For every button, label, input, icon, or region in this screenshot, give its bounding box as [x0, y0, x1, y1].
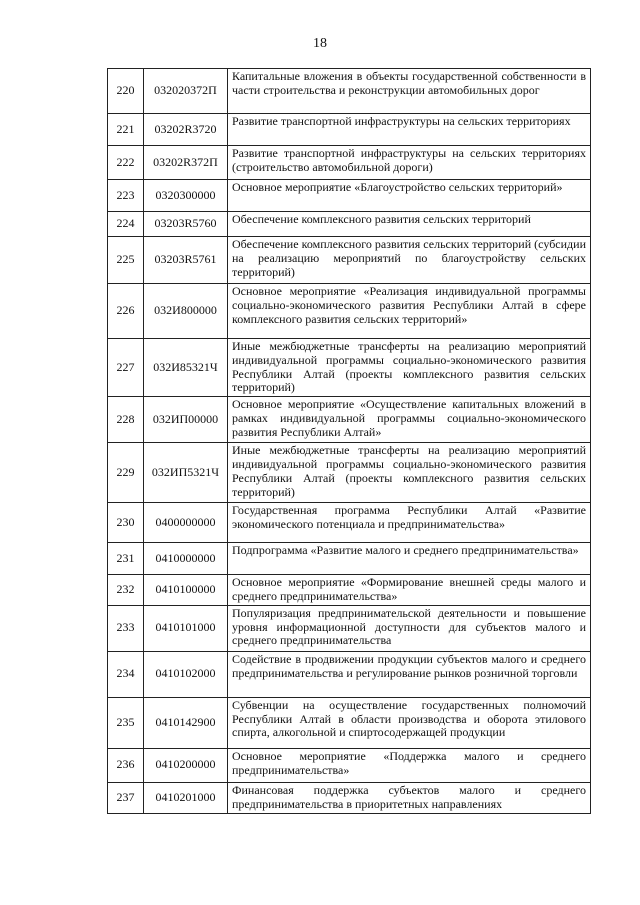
row-description: Содействие в продвижении продукции субъектов малого и среднего предпринимательства и регулирование рынков розничной торговли [228, 651, 591, 697]
row-code: 03203R5761 [144, 237, 228, 284]
table-row [108, 782, 591, 813]
row-code: 0410201000 [144, 782, 228, 813]
row-number: 228 [108, 397, 144, 443]
row-description: Подпрограмма «Развитие малого и среднего предпринимательства» [228, 543, 591, 575]
table-row [108, 605, 591, 651]
table-row [108, 146, 591, 180]
row-number: 234 [108, 651, 144, 697]
row-description: Субвенции на осуществление государственных полномочий Республики Алтай в области производства и оборота этилового спирта, алкогольной и спиртосодержащей продукции [228, 697, 591, 748]
row-code: 0410100000 [144, 575, 228, 606]
budget-code-table [107, 68, 591, 814]
row-description: Иные межбюджетные трансферты на реализацию мероприятий индивидуальной программы социально-экономического развития Республики Алтай (проекты комплексного развития сельских территорий) [228, 443, 591, 503]
row-number: 226 [108, 284, 144, 339]
row-description: Государственная программа Республики Алтай «Развитие экономического потенциала и предпринимательства» [228, 503, 591, 543]
row-code: 0410101000 [144, 605, 228, 651]
page-number: 18 [313, 36, 327, 51]
row-description: Финансовая поддержка субъектов малого и среднего предпринимательства в приоритетных направлениях [228, 782, 591, 813]
row-code: 032И85321Ч [144, 339, 228, 397]
row-code: 0410200000 [144, 748, 228, 782]
table-row [108, 397, 591, 443]
row-code: 0400000000 [144, 503, 228, 543]
row-description: Капитальные вложения в объекты государственной собственности в части строительства и реконструкции автомобильных дорог [228, 69, 591, 114]
row-number: 223 [108, 180, 144, 212]
row-number: 236 [108, 748, 144, 782]
row-number: 222 [108, 146, 144, 180]
row-code: 0320300000 [144, 180, 228, 212]
row-number: 224 [108, 212, 144, 237]
row-code: 0410000000 [144, 543, 228, 575]
row-code: 032ИП5321Ч [144, 443, 228, 503]
row-code: 0410102000 [144, 651, 228, 697]
table-row [108, 575, 591, 606]
table-row [108, 748, 591, 782]
table-row [108, 284, 591, 339]
row-number: 225 [108, 237, 144, 284]
row-description: Развитие транспортной инфраструктуры на сельских территориях [228, 114, 591, 146]
row-description: Обеспечение комплексного развития сельских территорий [228, 212, 591, 237]
row-number: 232 [108, 575, 144, 606]
row-number: 220 [108, 69, 144, 114]
row-code: 03202R372П [144, 146, 228, 180]
row-number: 233 [108, 605, 144, 651]
table-row [108, 443, 591, 503]
table-body [108, 69, 591, 814]
row-description: Обеспечение комплексного развития сельских территорий (субсидии на реализацию мероприятий по благоустройству сельских территорий) [228, 237, 591, 284]
table-row [108, 651, 591, 697]
row-code: 032И800000 [144, 284, 228, 339]
row-number: 230 [108, 503, 144, 543]
row-description: Основное мероприятие «Формирование внешней среды малого и среднего предпринимательства» [228, 575, 591, 606]
row-description: Основное мероприятие «Реализация индивидуальной программы социально-экономического развития Республики Алтай в сфере комплексного развития сельских территорий» [228, 284, 591, 339]
row-code: 03203R5760 [144, 212, 228, 237]
row-code: 032020372П [144, 69, 228, 114]
row-number: 221 [108, 114, 144, 146]
row-number: 235 [108, 697, 144, 748]
table-row [108, 237, 591, 284]
row-number: 227 [108, 339, 144, 397]
table-row [108, 212, 591, 237]
row-number: 229 [108, 443, 144, 503]
row-code: 03202R3720 [144, 114, 228, 146]
row-description: Популяризация предпринимательской деятельности и повышение уровня информационной доступности для субъектов малого и среднего предпринимательства [228, 605, 591, 651]
table-row [108, 503, 591, 543]
row-description: Основное мероприятие «Поддержка малого и среднего предпринимательства» [228, 748, 591, 782]
row-code: 0410142900 [144, 697, 228, 748]
table-row [108, 69, 591, 114]
row-description: Основное мероприятие «Благоустройство сельских территорий» [228, 180, 591, 212]
table-row [108, 114, 591, 146]
row-description: Иные межбюджетные трансферты на реализацию мероприятий индивидуальной программы социально-экономического развития Республики Алтай (проекты комплексного развития сельских территорий) [228, 339, 591, 397]
table-row [108, 339, 591, 397]
row-description: Развитие транспортной инфраструктуры на сельских территориях (строительство автомобильной дороги) [228, 146, 591, 180]
row-number: 231 [108, 543, 144, 575]
table-row [108, 697, 591, 748]
table-row [108, 180, 591, 212]
row-number: 237 [108, 782, 144, 813]
row-description: Основное мероприятие «Осуществление капитальных вложений в рамках индивидуальной программы социально-экономического развития Республики Алтай» [228, 397, 591, 443]
row-code: 032ИП00000 [144, 397, 228, 443]
table-row [108, 543, 591, 575]
